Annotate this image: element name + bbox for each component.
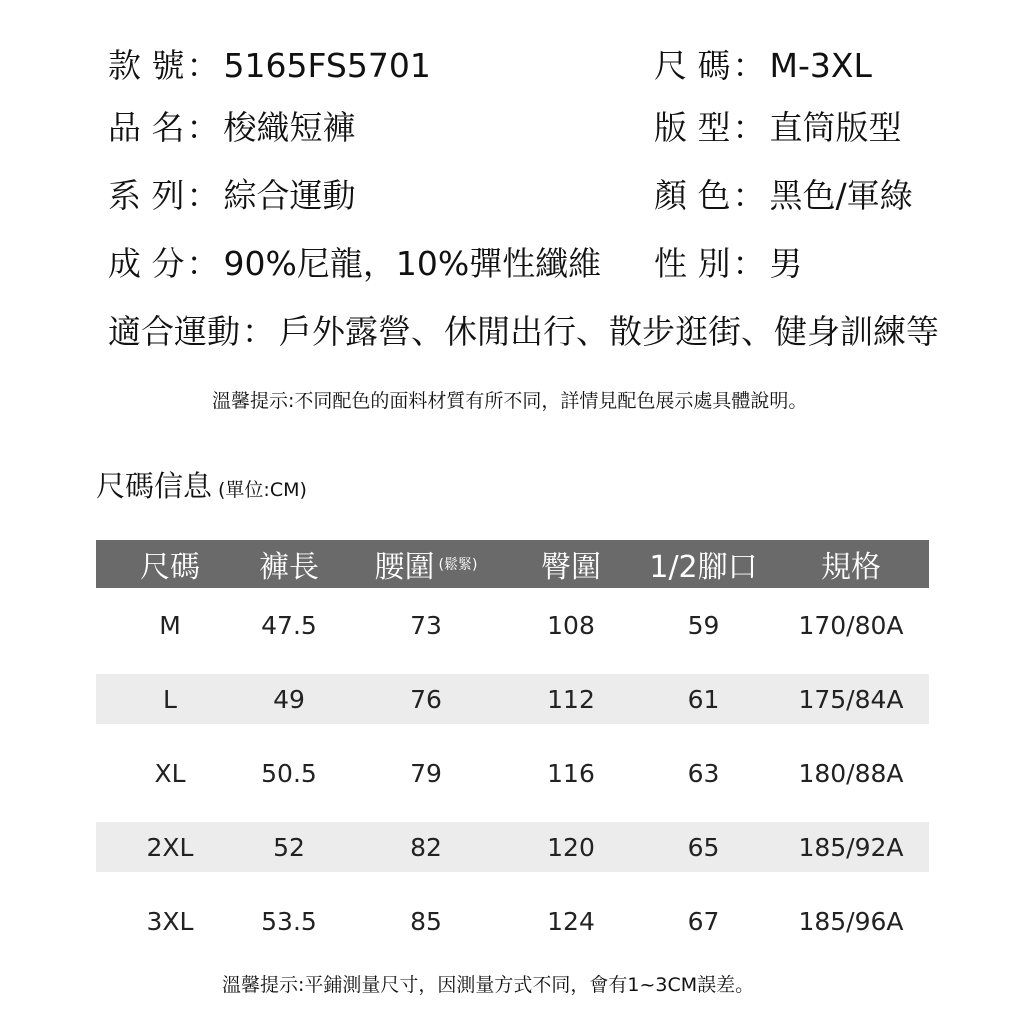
spec-value: 男 [769,244,803,283]
spec-value: 黑色/軍綠 [769,176,913,215]
cell-spec: 175/84A [798,684,904,714]
spec-colon: ： [242,312,275,351]
spec-value: M-3XL [769,46,872,85]
spec-activities [108,312,939,352]
spec-fit [654,108,902,148]
table-row [96,748,929,798]
header-waist [356,540,496,588]
size-info-heading: 尺碼信息 [96,469,213,503]
cell-length: 52 [273,832,305,862]
cell-size: M [159,610,181,640]
cell-spec: 180/88A [798,758,904,788]
cell-size: L [163,684,177,714]
spec-colon: ： [186,176,220,215]
material-tip: 溫馨提示:不同配色的面料材質有所不同，詳情見配色展示處具體說明。 [212,390,808,412]
spec-label: 系 列 [108,176,185,215]
cell-waist: 76 [410,684,442,714]
spec-colon: ： [732,176,766,215]
size-info-title [96,468,307,508]
cell-spec: 185/96A [798,906,904,936]
spacer [96,724,929,748]
spec-colon: ： [732,46,766,85]
spacer [96,650,929,674]
header-hem: 1/2腳口 [649,550,758,585]
cell-waist: 82 [410,832,442,862]
cell-hem: 65 [687,832,720,862]
header-size: 尺碼 [140,550,200,585]
cell-hem: 63 [687,758,720,788]
cell-hip: 112 [547,684,595,714]
spec-material [108,244,601,284]
spec-item-no [108,46,431,86]
cell-hem: 59 [687,610,720,640]
spec-value: 戶外露營、休閒出行、散步逛街、健身訓練等 [279,312,939,351]
spec-label: 成 分 [108,244,185,283]
cell-waist: 79 [410,758,442,788]
table-row [96,674,929,724]
header-hip: 臀圍 [541,550,601,585]
header-waist-note: (鬆緊) [438,557,478,573]
spec-colon: ： [186,244,220,283]
cell-length: 53.5 [261,906,317,936]
cell-waist: 85 [410,906,442,936]
cell-hem: 61 [687,684,720,714]
spec-value: 梭織短褲 [223,108,356,147]
size-info-unit: (單位:CM) [218,479,307,501]
spec-value: 5165FS5701 [223,46,431,85]
spec-size [654,46,872,86]
cell-hip: 108 [547,610,595,640]
spec-color [654,176,913,216]
cell-spec: 185/92A [798,832,904,862]
cell-length: 50.5 [261,758,317,788]
spec-name [108,108,356,148]
table-row [96,822,929,872]
spec-label: 顏 色 [654,176,731,215]
cell-length: 47.5 [261,610,317,640]
spec-colon: ： [732,108,766,147]
table-row [96,896,929,946]
spec-series [108,176,356,216]
cell-length: 49 [273,684,305,714]
table-row [96,600,929,650]
spec-gender [654,244,803,284]
spec-label: 適合運動 [108,312,240,351]
spec-colon: ： [186,108,220,147]
cell-spec: 170/80A [798,610,904,640]
cell-size: XL [154,758,186,788]
spec-label: 品 名 [108,108,185,147]
spec-label: 尺 碼 [654,46,731,85]
spec-label: 版 型 [654,108,731,147]
spec-value: 90%尼龍，10%彈性纖維 [223,244,602,283]
spacer [96,798,929,822]
cell-hip: 124 [547,906,595,936]
size-table [96,540,929,946]
spec-colon: ： [186,46,220,85]
header-waist-label: 腰圍 [374,550,435,585]
cell-hip: 120 [547,832,595,862]
header-spec: 規格 [821,550,881,585]
spec-label: 款 號 [108,46,185,85]
spacer [96,872,929,896]
spec-value: 綜合運動 [223,176,356,215]
table-header [96,540,929,588]
cell-hem: 67 [687,906,720,936]
cell-waist: 73 [410,610,442,640]
spec-label: 性 別 [654,244,731,283]
spec-colon: ： [732,244,766,283]
cell-size: 3XL [146,906,194,936]
spec-value: 直筒版型 [769,108,902,147]
header-length: 褲長 [259,550,319,585]
cell-size: 2XL [146,832,194,862]
spacer [96,588,929,600]
measure-tip: 溫馨提示:平鋪測量尺寸，因測量方式不同，會有1~3CM誤差。 [222,974,755,996]
cell-hip: 116 [547,758,595,788]
